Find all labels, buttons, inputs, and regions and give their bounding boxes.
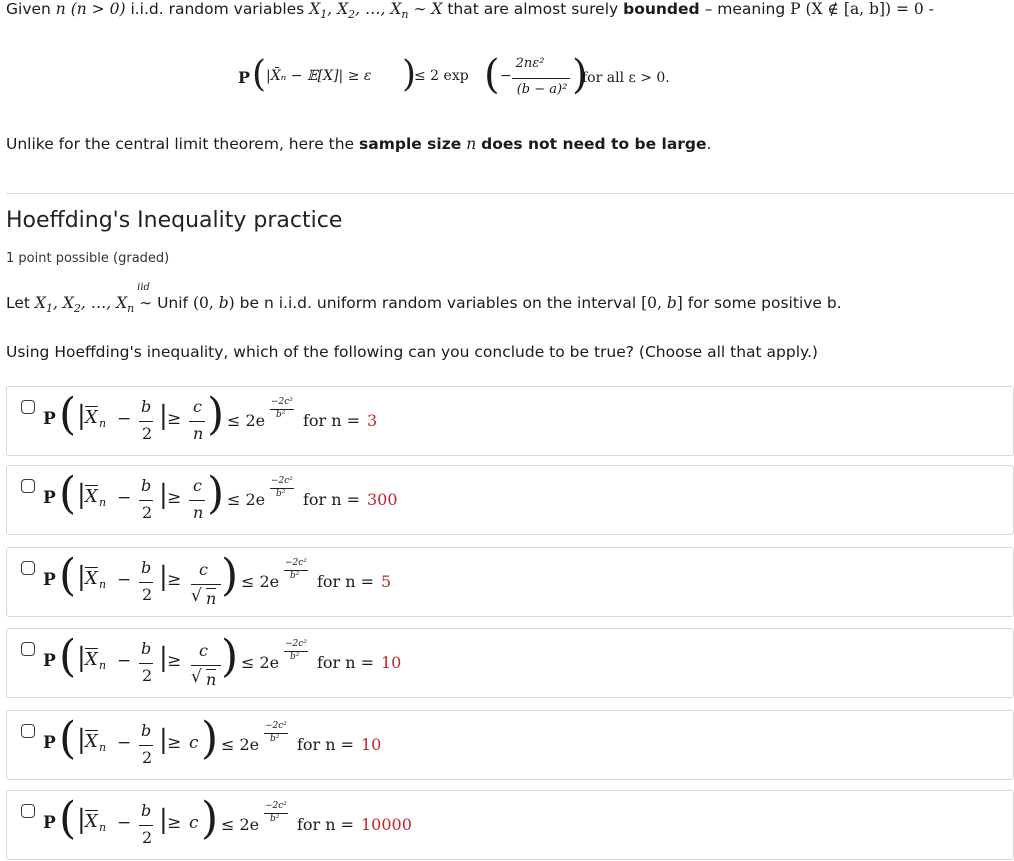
option-c: c (199, 641, 208, 660)
option-checkbox[interactable] (21, 804, 35, 818)
unlike-post: . (706, 135, 712, 153)
option-b: b (141, 721, 152, 740)
option-lparen: ( (59, 713, 77, 764)
let-iid-symbol: ∼ iid (137, 282, 153, 312)
option-checkbox[interactable] (21, 479, 35, 493)
option-geq: ≥ (167, 488, 182, 508)
option-n-den: n (193, 424, 204, 443)
option-for-n: for n = (297, 815, 355, 834)
option-lparen: ( (59, 550, 77, 601)
option-rparen: ) (207, 389, 225, 440)
ineq-fracbar (512, 78, 570, 79)
option-exp-den: b² (290, 652, 300, 662)
option-abs-left: | (77, 725, 86, 755)
option-exp-num: −2c² (271, 397, 293, 407)
option-c: c (189, 733, 199, 753)
option-n-value: 300 (367, 490, 398, 509)
option-xbar: $\overline{X}$ (85, 649, 98, 670)
option-minus: − (117, 570, 132, 590)
option-n-value: 3 (367, 411, 378, 430)
intro-given: Given (6, 0, 51, 18)
intro-iid: i.i.d. random variables (130, 0, 305, 18)
ineq-rparen: ) (402, 54, 417, 95)
let-unif: Unif (157, 294, 189, 312)
option-xbar-sub: n (99, 496, 107, 509)
ineq-rel: ≤ 2 exp (414, 68, 469, 84)
option-n-den: n (206, 670, 217, 689)
option-xbar: $\overline{X}$ (85, 407, 98, 428)
option-n-den: n (206, 589, 217, 608)
answer-option[interactable] (6, 386, 1014, 456)
option-for-n: for n = (317, 653, 375, 672)
option-lparen: ( (59, 468, 77, 519)
option-sqrt: √ (191, 586, 202, 606)
option-p: P (43, 733, 56, 753)
option-c-fracbar (189, 421, 205, 422)
ineq-cond: |X̄ₙ − 𝔼[X]| ≥ ε (266, 68, 372, 84)
option-xbar: $\overline{X}$ (85, 568, 98, 589)
option-abs-right: | (159, 562, 168, 592)
option-le2e: ≤ 2e (221, 815, 260, 834)
ineq-num: 2nε² (515, 56, 545, 71)
option-p: P (43, 813, 56, 833)
option-exp-num: −2c² (285, 558, 307, 568)
unlike-pre: Unlike for the central limit theorem, here the (6, 135, 355, 153)
option-abs-left: | (77, 401, 86, 431)
option-abs-right: | (159, 805, 168, 835)
option-sqrt: √ (191, 667, 202, 687)
option-xbar-sub: n (99, 821, 107, 834)
option-abs-left: | (77, 480, 86, 510)
option-b-fracbar (139, 421, 153, 422)
intro-vars: $X_1$, $X_2$, …, $X_n$ (309, 0, 409, 22)
intro-cond: (n > 0) (70, 0, 126, 18)
option-geq: ≥ (167, 733, 182, 753)
option-abs-right: | (159, 643, 168, 673)
option-rparen: ) (221, 631, 239, 682)
option-n-value: 10 (381, 653, 402, 672)
option-b: b (141, 558, 152, 577)
option-minus: − (117, 488, 132, 508)
option-exp-den: b² (270, 734, 280, 744)
option-c-fracbar (191, 584, 221, 585)
option-b-fracbar (139, 745, 153, 746)
intro-prob: P (X ∉ [a, b]) = 0 - (790, 0, 934, 18)
option-minus: − (117, 651, 132, 671)
option-geq: ≥ (167, 409, 182, 429)
let-pre: Let (6, 294, 30, 312)
intro-that: that are almost surely (447, 0, 619, 18)
let-vars: $X_1$, $X_2$, …, $X_n$ (34, 294, 135, 316)
option-exp-num: −2c² (265, 721, 287, 731)
let-unif-params: (0, b) (192, 294, 235, 312)
option-le2e: ≤ 2e (221, 735, 260, 754)
let-interval: [0, b] (641, 294, 683, 312)
option-n-value: 10000 (361, 815, 412, 834)
option-geq: ≥ (167, 651, 182, 671)
option-geq: ≥ (167, 813, 182, 833)
unlike-n: n (466, 135, 477, 153)
option-le2e: ≤ 2e (227, 490, 266, 509)
option-b-fracbar (139, 500, 153, 501)
option-p: P (43, 570, 56, 590)
option-rparen: ) (201, 713, 219, 764)
option-minus: − (117, 409, 132, 429)
option-two: 2 (142, 828, 153, 847)
option-checkbox[interactable] (21, 561, 35, 575)
option-abs-left: | (77, 805, 86, 835)
option-abs-right: | (159, 401, 168, 431)
option-abs-right: | (159, 725, 168, 755)
option-for-n: for n = (317, 572, 375, 591)
option-rparen: ) (207, 468, 225, 519)
ineq-rparen2: ) (572, 52, 588, 98)
option-b: b (141, 801, 152, 820)
option-exp-den: b² (270, 814, 280, 824)
intro-meaning: – meaning (704, 0, 786, 18)
option-abs-left: | (77, 643, 86, 673)
option-for-n: for n = (303, 411, 361, 430)
intro-n: n (55, 0, 66, 18)
option-exp-den: b² (276, 489, 286, 499)
option-xbar: $\overline{X}$ (85, 731, 98, 752)
option-xbar: $\overline{X}$ (85, 486, 98, 507)
option-p: P (43, 409, 56, 429)
option-b-fracbar (139, 582, 153, 583)
option-le2e: ≤ 2e (241, 572, 280, 591)
option-checkbox[interactable] (21, 724, 35, 738)
option-two: 2 (142, 424, 153, 443)
option-abs-right: | (159, 480, 168, 510)
option-two: 2 (142, 585, 153, 604)
answer-option[interactable] (6, 547, 1014, 617)
option-lparen: ( (59, 631, 77, 682)
option-lparen: ( (59, 793, 77, 844)
section-divider (6, 193, 1014, 194)
option-lparen: ( (59, 389, 77, 440)
option-c: c (193, 476, 202, 495)
points-possible: 1 point possible (graded) (6, 251, 170, 266)
answer-option[interactable] (6, 628, 1014, 698)
answer-option[interactable] (6, 710, 1014, 780)
ineq-p: P (238, 68, 251, 87)
option-b: b (141, 639, 152, 658)
option-minus: − (117, 813, 132, 833)
ineq-den: (b − a)² (516, 82, 568, 97)
answer-option[interactable] (6, 465, 1014, 535)
option-c: c (193, 397, 202, 416)
option-p: P (43, 651, 56, 671)
option-xbar-sub: n (99, 741, 107, 754)
problem-title: Hoeffding's Inequality practice (6, 208, 343, 233)
option-n-value: 5 (381, 572, 392, 591)
option-two: 2 (142, 503, 153, 522)
option-n-den: n (193, 503, 204, 522)
option-checkbox[interactable] (21, 400, 35, 414)
option-two: 2 (142, 666, 153, 685)
option-c-fracbar (191, 665, 221, 666)
option-minus: − (117, 733, 132, 753)
option-for-n: for n = (297, 735, 355, 754)
intro-x: X (431, 0, 443, 18)
let-interval-text: be n i.i.d. uniform random variables on the interval (239, 294, 637, 312)
option-le2e: ≤ 2e (227, 411, 266, 430)
option-exp-den: b² (290, 571, 300, 581)
ineq-lparen2: ( (484, 52, 500, 98)
option-exp-num: −2c² (265, 801, 287, 811)
option-c: c (199, 560, 208, 579)
option-abs-left: | (77, 562, 86, 592)
option-checkbox[interactable] (21, 642, 35, 656)
unlike-bold2: does not need to be large (481, 135, 707, 153)
option-geq: ≥ (167, 570, 182, 590)
question-text: Using Hoeffding's inequality, which of the following can you conclude to be true? (Choose all that apply.) (6, 343, 818, 361)
option-b-fracbar (139, 825, 153, 826)
option-exp-num: −2c² (271, 476, 293, 486)
ineq-minus: − (500, 68, 512, 84)
option-rparen: ) (201, 793, 219, 844)
ineq-lparen: ( (252, 54, 267, 95)
option-rparen: ) (221, 550, 239, 601)
option-p: P (43, 488, 56, 508)
option-b: b (141, 476, 152, 495)
option-two: 2 (142, 748, 153, 767)
let-line (6, 282, 842, 316)
intro-iid-symbol: ∼ (413, 0, 427, 18)
unlike-line (6, 135, 711, 153)
option-n-value: 10 (361, 735, 382, 754)
answer-option[interactable] (6, 790, 1014, 860)
option-xbar: $\overline{X}$ (85, 811, 98, 832)
option-exp-num: −2c² (285, 639, 307, 649)
option-for-n: for n = (303, 490, 361, 509)
forall-epsilon: for all ε > 0. (582, 70, 670, 86)
option-c-fracbar (189, 500, 205, 501)
unlike-bold1: sample size (359, 135, 462, 153)
let-interval-post: for some positive b. (687, 294, 842, 312)
option-xbar-sub: n (99, 417, 107, 430)
option-le2e: ≤ 2e (241, 653, 280, 672)
option-exp-den: b² (276, 410, 286, 420)
option-b: b (141, 397, 152, 416)
option-c: c (189, 813, 199, 833)
option-xbar-sub: n (99, 578, 107, 591)
intro-line (6, 0, 934, 21)
intro-bounded: bounded (623, 0, 700, 18)
option-b-fracbar (139, 663, 153, 664)
option-xbar-sub: n (99, 659, 107, 672)
